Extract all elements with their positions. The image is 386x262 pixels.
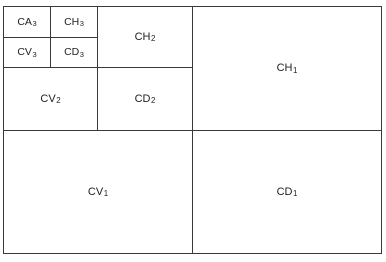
cell-cd1 [192,130,382,254]
cell-ch2-base: CH [134,30,151,43]
cell-cv1-label [88,186,108,199]
cell-ch2 [97,6,193,68]
cell-cv3-base: CV [17,46,32,59]
cell-cd3-label [64,46,84,59]
cell-cv1-sub: 1 [103,189,109,199]
cell-cd1-base: CD [276,185,293,198]
cell-ca3 [3,6,51,38]
cell-cd2-label [135,93,156,106]
cell-ch2-sub: 2 [150,34,156,44]
cell-ch3-label [64,16,84,29]
cell-cv1-base: CV [87,185,104,198]
cell-cv3 [3,37,51,68]
cell-ch1-base: CH [276,62,293,75]
cell-ch1-sub: 1 [292,65,298,75]
cell-ch3-base: CH [64,15,80,28]
cell-cv3-label [17,46,36,59]
cell-ch3 [50,6,98,38]
cell-cv2-base: CV [40,92,56,105]
cell-cd3 [50,37,98,68]
cell-ch1-label [277,62,298,75]
cell-ca3-base: CA [17,15,32,28]
cell-cd2-base: CD [134,92,151,105]
cell-cv2 [3,67,98,131]
cell-cv1 [3,130,193,254]
cell-cv2-label [40,93,60,106]
cell-ca3-sub: 3 [32,19,37,29]
cell-cd2 [97,67,193,131]
cell-cd1-sub: 1 [292,189,298,199]
cell-cd3-base: CD [64,46,80,59]
cell-ca3-label [17,16,36,29]
cell-cv3-sub: 3 [32,49,37,59]
cell-ch3-sub: 3 [79,19,84,29]
cell-cv2-sub: 2 [56,96,61,106]
cell-cd1-label [277,186,298,199]
cell-ch2-label [135,31,156,44]
cell-cd2-sub: 2 [150,96,156,106]
cell-cd3-sub: 3 [79,49,84,59]
cell-ch1 [192,6,382,131]
